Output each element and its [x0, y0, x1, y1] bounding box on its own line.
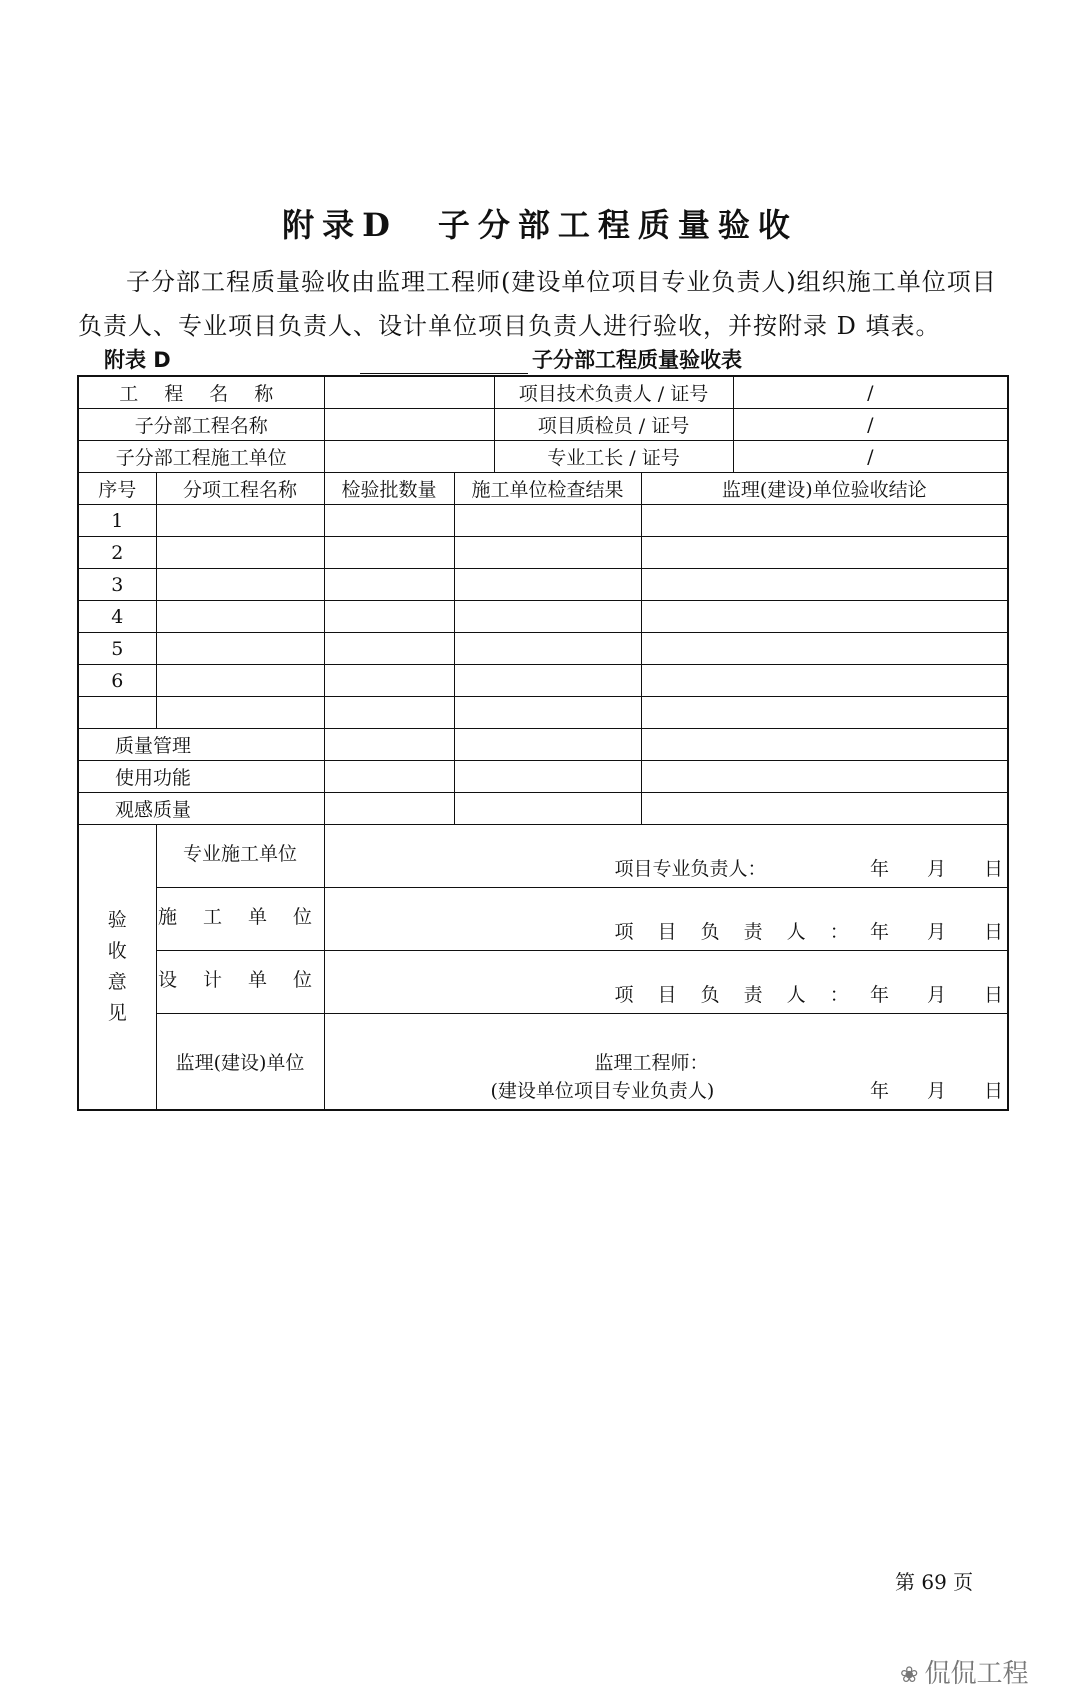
page-title: 附录D 子分部工程质量验收 [282, 206, 798, 244]
date-fields [870, 917, 1003, 944]
contractor-sign-cell[interactable] [324, 888, 1008, 951]
intro-paragraph: 子分部工程质量验收由监理工程师(建设单位项目专业负责人)组织施工单位项目负责人、专业项目负责人、设计单位项目负责人进行验收，并按附录 D 填表。 [78, 268, 997, 340]
col-seq: 序号 [78, 473, 156, 505]
design-sign-cell[interactable] [324, 951, 1008, 1014]
date-fields [870, 980, 1003, 1007]
supervisor-conclusion-cell[interactable] [641, 633, 1008, 665]
supervisor-conclusion-cell[interactable] [641, 569, 1008, 601]
supervisor-conclusion-cell[interactable] [641, 505, 1008, 537]
acceptance-row [78, 951, 1008, 1014]
contractor-value[interactable] [324, 441, 494, 473]
design-unit-label: 设 计 单 位 [156, 951, 324, 1014]
specialty-contractor-label: 专业施工单位 [156, 825, 324, 888]
quality-management-label: 质量管理 [78, 729, 324, 761]
item-row [78, 569, 1008, 601]
project-lead-label: 项 目 负 责 人 ： [614, 921, 858, 943]
item-number: 2 [78, 537, 156, 569]
month-label: 月 [926, 858, 946, 880]
acceptance-char: 意 [107, 971, 127, 993]
contractor-result-cell[interactable] [454, 601, 641, 633]
acceptance-char: 验 [107, 909, 127, 931]
day-label: 日 [984, 921, 1004, 943]
date-fields [870, 1076, 1003, 1103]
subdivision-name-value[interactable] [324, 409, 494, 441]
item-row [78, 633, 1008, 665]
batch-count-cell[interactable] [324, 569, 454, 601]
wechat-icon: ❀ [900, 1663, 919, 1688]
acceptance-row [78, 825, 1008, 888]
item-name-cell[interactable] [156, 537, 324, 569]
supervisor-conclusion-cell[interactable] [641, 761, 1008, 793]
header-row-project [78, 376, 1008, 409]
subdivision-name-label: 子分部工程名称 [78, 409, 324, 441]
contractor-result-cell[interactable] [454, 761, 641, 793]
year-label: 年 [869, 984, 889, 1006]
tech-lead-value[interactable]: / [733, 376, 1008, 409]
contractor-result-cell[interactable] [454, 633, 641, 665]
specialty-lead-label: 项目专业负责人： [614, 858, 767, 880]
col-supervisor-conclusion: 监理(建设)单位验收结论 [641, 473, 1008, 505]
item-number: 4 [78, 601, 156, 633]
contractor-label: 子分部工程施工单位 [78, 441, 324, 473]
acceptance-opinion-label [78, 825, 156, 1111]
watermark-text: 侃侃工程 [924, 1659, 1029, 1689]
header-row-contractor [78, 441, 1008, 473]
quality-row [78, 761, 1008, 793]
quality-row [78, 729, 1008, 761]
batch-count-cell[interactable] [324, 665, 454, 697]
supervisor-conclusion-cell[interactable] [641, 729, 1008, 761]
item-name-cell[interactable] [156, 505, 324, 537]
batch-count-cell[interactable] [324, 537, 454, 569]
month-label: 月 [926, 984, 946, 1006]
contractor-result-cell[interactable] [454, 697, 641, 729]
year-label: 年 [869, 1080, 889, 1102]
specialty-contractor-sign-cell[interactable] [324, 825, 1008, 888]
day-label: 日 [984, 1080, 1004, 1102]
item-row [78, 505, 1008, 537]
supervisor-conclusion-cell[interactable] [641, 601, 1008, 633]
acceptance-char: 收 [107, 940, 127, 962]
supervisor-conclusion-cell[interactable] [641, 537, 1008, 569]
batch-count-cell[interactable] [324, 793, 454, 825]
contractor-result-cell[interactable] [454, 569, 641, 601]
batch-count-cell[interactable] [324, 761, 454, 793]
acceptance-row [78, 1014, 1008, 1111]
item-number: 1 [78, 505, 156, 537]
item-number: 6 [78, 665, 156, 697]
day-label: 日 [984, 984, 1004, 1006]
acceptance-form-table [77, 375, 1009, 1111]
supervisor-conclusion-cell[interactable] [641, 697, 1008, 729]
item-number: 5 [78, 633, 156, 665]
column-header-row [78, 473, 1008, 505]
batch-count-cell[interactable] [324, 633, 454, 665]
design-lead-label: 项 目 负 责 人 ： [614, 984, 858, 1006]
owner-lead-label: (建设单位项目专业负责人) [490, 1080, 715, 1102]
batch-count-cell[interactable] [324, 601, 454, 633]
contractor-result-cell[interactable] [454, 729, 641, 761]
item-number: 3 [78, 569, 156, 601]
project-name-value[interactable] [324, 376, 494, 409]
contractor-result-cell[interactable] [454, 505, 641, 537]
header-row-subdivision [78, 409, 1008, 441]
title-blank-line [360, 355, 528, 374]
contractor-unit-label: 施 工 单 位 [156, 888, 324, 951]
supervisor-sign-cell[interactable] [324, 1014, 1008, 1111]
item-name-cell[interactable] [156, 665, 324, 697]
item-name-cell[interactable] [156, 601, 324, 633]
table-label: 附表 D [104, 348, 171, 372]
page-number: 第 69 页 [895, 1570, 974, 1594]
usage-function-label: 使用功能 [78, 761, 324, 793]
acceptance-char: 见 [107, 1002, 127, 1024]
acceptance-row [78, 888, 1008, 951]
supervisor-role-label: 监理工程师： [594, 1052, 709, 1074]
item-name-cell[interactable] [156, 633, 324, 665]
project-name-label: 工 程 名 称 [78, 376, 324, 409]
contractor-result-cell[interactable] [454, 537, 641, 569]
visual-quality-label: 观感质量 [78, 793, 324, 825]
item-name-cell[interactable] [156, 569, 324, 601]
contractor-result-cell[interactable] [454, 665, 641, 697]
batch-count-cell[interactable] [324, 697, 454, 729]
col-item-name: 分项工程名称 [156, 473, 324, 505]
batch-count-cell[interactable] [324, 505, 454, 537]
supervisor-conclusion-cell[interactable] [641, 665, 1008, 697]
batch-count-cell[interactable] [324, 729, 454, 761]
table-title-text: 子分部工程质量验收表 [532, 348, 742, 372]
item-name-cell[interactable] [156, 697, 324, 729]
year-label: 年 [869, 858, 889, 880]
quality-inspector-label: 项目质检员 / 证号 [494, 409, 733, 441]
item-row [78, 537, 1008, 569]
date-fields [870, 854, 1003, 881]
year-label: 年 [869, 921, 889, 943]
col-batch-count: 检验批数量 [324, 473, 454, 505]
quality-row [78, 793, 1008, 825]
watermark [900, 1653, 1028, 1690]
supervisor-conclusion-cell[interactable] [641, 793, 1008, 825]
month-label: 月 [926, 921, 946, 943]
month-label: 月 [926, 1080, 946, 1102]
item-row [78, 601, 1008, 633]
contractor-result-cell[interactable] [454, 793, 641, 825]
day-label: 日 [984, 858, 1004, 880]
quality-inspector-value[interactable]: / [733, 409, 1008, 441]
table-title [360, 344, 742, 374]
item-row [78, 665, 1008, 697]
tech-lead-label: 项目技术负责人 / 证号 [494, 376, 733, 409]
foreman-label: 专业工长 / 证号 [494, 441, 733, 473]
supervisor-unit-label: 监理(建设)单位 [156, 1014, 324, 1111]
foreman-value[interactable]: / [733, 441, 1008, 473]
item-number [78, 697, 156, 729]
col-contractor-result: 施工单位检查结果 [454, 473, 641, 505]
item-row [78, 697, 1008, 729]
